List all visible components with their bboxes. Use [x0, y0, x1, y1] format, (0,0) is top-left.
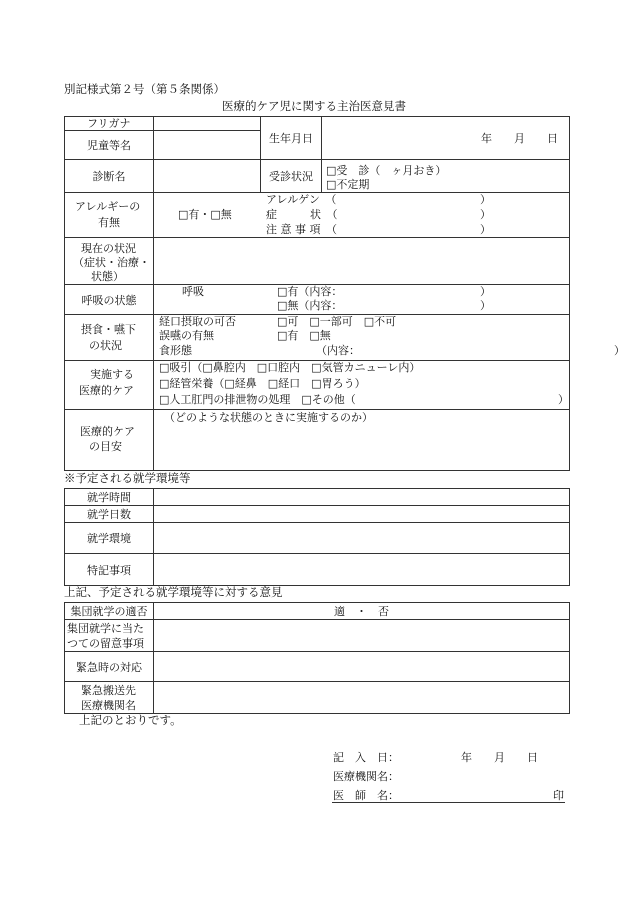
- birthdate-label: 生年月日: [261, 117, 322, 160]
- breathing-yes-option[interactable]: □有（内容：: [277, 285, 343, 298]
- current-label-line3: 状態）: [91, 270, 124, 283]
- special-notes-label: 特記事項: [65, 554, 154, 586]
- visit-option-regular[interactable]: □受 診（ ヶ月おき）: [326, 164, 447, 177]
- environment-table: [64, 488, 570, 586]
- guideline-label-line2: の目安: [89, 440, 122, 453]
- diagnosis-field[interactable]: [154, 160, 261, 193]
- visit-option-irregular[interactable]: □不定期: [326, 178, 370, 191]
- oral-intake-label: 経口摂取の可否: [159, 315, 236, 328]
- opinion-table: [64, 602, 570, 714]
- care-other-close: ）: [558, 393, 569, 406]
- emergency-response-field[interactable]: [154, 652, 570, 682]
- closing-statement: 上記のとおりです。: [79, 713, 182, 727]
- furigana-label: フリガナ: [87, 117, 131, 130]
- allergy-options[interactable]: □有・□無: [178, 208, 232, 221]
- food-form-label: 食形態: [159, 344, 192, 357]
- considerations-label-line1: 集団就学に当た: [67, 622, 144, 635]
- furigana-label-cell: [65, 117, 154, 131]
- guideline-field[interactable]: [154, 410, 570, 471]
- current-label-line1: 現在の状況: [81, 242, 136, 255]
- school-environment-field[interactable]: [154, 523, 570, 554]
- eating-field[interactable]: [154, 315, 625, 361]
- transport-label-cell: [65, 682, 154, 714]
- special-notes-field[interactable]: [154, 554, 570, 586]
- allergy-label-line2: 有無: [98, 216, 120, 229]
- environment-section-title: ※予定される就学環境等: [64, 471, 191, 485]
- allergen-label: アレルゲン （: [266, 193, 337, 206]
- eating-label-line1: 摂食・嚥下: [81, 323, 136, 336]
- diagnosis-label: 診断名: [65, 160, 154, 193]
- allergy-field[interactable]: [154, 193, 570, 238]
- care-label-cell: [65, 361, 154, 410]
- school-hours-label: 就学時間: [65, 489, 154, 506]
- breathing-label: 呼吸の状態: [65, 285, 154, 315]
- considerations-label-line2: つての留意事項: [67, 637, 144, 650]
- school-days-field[interactable]: [154, 506, 570, 523]
- guideline-note: （どのような状態のときに実施するのか）: [164, 411, 373, 424]
- breathing-sub-label: 呼吸: [182, 285, 204, 298]
- entry-date-value[interactable]: 年 月 日: [461, 751, 538, 764]
- allergen-close: ）: [480, 193, 491, 206]
- eating-label-line2: の状況: [89, 339, 122, 352]
- group-suitability-field[interactable]: 適 ・ 否: [154, 603, 570, 620]
- guideline-label-line1: 医療的ケア: [80, 425, 135, 438]
- considerations-field[interactable]: [154, 620, 570, 652]
- symptom-label: 症 状 （: [266, 208, 338, 221]
- transport-label-line2: 医療機関名: [81, 699, 136, 712]
- visit-status-label: 受診状況: [261, 160, 322, 193]
- care-field[interactable]: [154, 361, 570, 410]
- care-label-line1: 実施する: [90, 368, 134, 381]
- group-suitability-label: 集団就学の適否: [65, 603, 154, 620]
- school-environment-label: 就学環境: [65, 523, 154, 554]
- school-days-label: 就学日数: [65, 506, 154, 523]
- visit-status-field[interactable]: [322, 160, 570, 193]
- breathing-no-close: ）: [480, 299, 491, 312]
- breathing-field[interactable]: [154, 285, 570, 315]
- institution-label: 医療機関名：: [333, 770, 399, 783]
- aspiration-options[interactable]: □有 □無: [277, 329, 331, 342]
- current-status-field[interactable]: [154, 238, 570, 285]
- emergency-response-label: 緊急時の対応: [65, 652, 154, 682]
- transport-label-line1: 緊急搬送先: [81, 684, 136, 697]
- care-stoma-line[interactable]: □人工肛門の排泄物の処理 □その他（: [159, 393, 356, 406]
- entry-date-label: 記 入 日：: [333, 751, 399, 764]
- form-reference: 別記様式第２号（第５条関係）: [64, 82, 225, 96]
- aspiration-label: 誤嚥の有無: [159, 329, 214, 342]
- oral-intake-options[interactable]: □可 □一部可 □不可: [277, 315, 397, 328]
- current-status-label-cell: [65, 238, 154, 285]
- doctor-name-underline[interactable]: [332, 802, 565, 803]
- birthdate-value: 年 月 日: [481, 132, 558, 145]
- care-tube-feeding-line[interactable]: □経管栄養（□経鼻 □経口 □胃ろう）: [159, 377, 366, 390]
- considerations-label-cell: [65, 620, 154, 652]
- school-hours-field[interactable]: [154, 489, 570, 506]
- food-form-close: ）: [614, 344, 625, 357]
- eating-label-cell: [65, 315, 154, 361]
- breathing-yes-close: ）: [480, 285, 491, 298]
- caution-label: 注 意 事 項 （: [266, 223, 337, 236]
- guideline-label-cell: [65, 410, 154, 471]
- child-name-field[interactable]: [154, 131, 261, 160]
- care-label-line2: 医療的ケア: [79, 384, 134, 397]
- seal-mark: 印: [553, 789, 564, 802]
- page-title: 医療的ケア児に関する主治医意見書: [222, 99, 406, 113]
- current-label-line2: （症状・治療・: [73, 256, 150, 269]
- opinion-section-title: 上記、予定される就学環境等に対する意見: [64, 585, 283, 599]
- food-form-content: （内容：: [316, 344, 360, 357]
- doctor-name-label: 医 師 名：: [333, 789, 399, 802]
- birthdate-field[interactable]: [322, 117, 570, 160]
- care-suction-line[interactable]: □吸引（□鼻腔内 □口腔内 □気管カニューレ内）: [159, 361, 421, 374]
- caution-close: ）: [480, 223, 491, 236]
- child-name-label: 児童等名: [65, 131, 154, 160]
- furigana-field[interactable]: [154, 117, 261, 131]
- allergy-label-cell: [65, 193, 154, 238]
- breathing-no-option[interactable]: □無（内容：: [277, 299, 343, 312]
- allergy-label-line1: アレルギーの: [75, 200, 141, 213]
- main-info-table: [64, 116, 625, 471]
- symptom-close: ）: [480, 208, 491, 221]
- transport-field[interactable]: [154, 682, 570, 714]
